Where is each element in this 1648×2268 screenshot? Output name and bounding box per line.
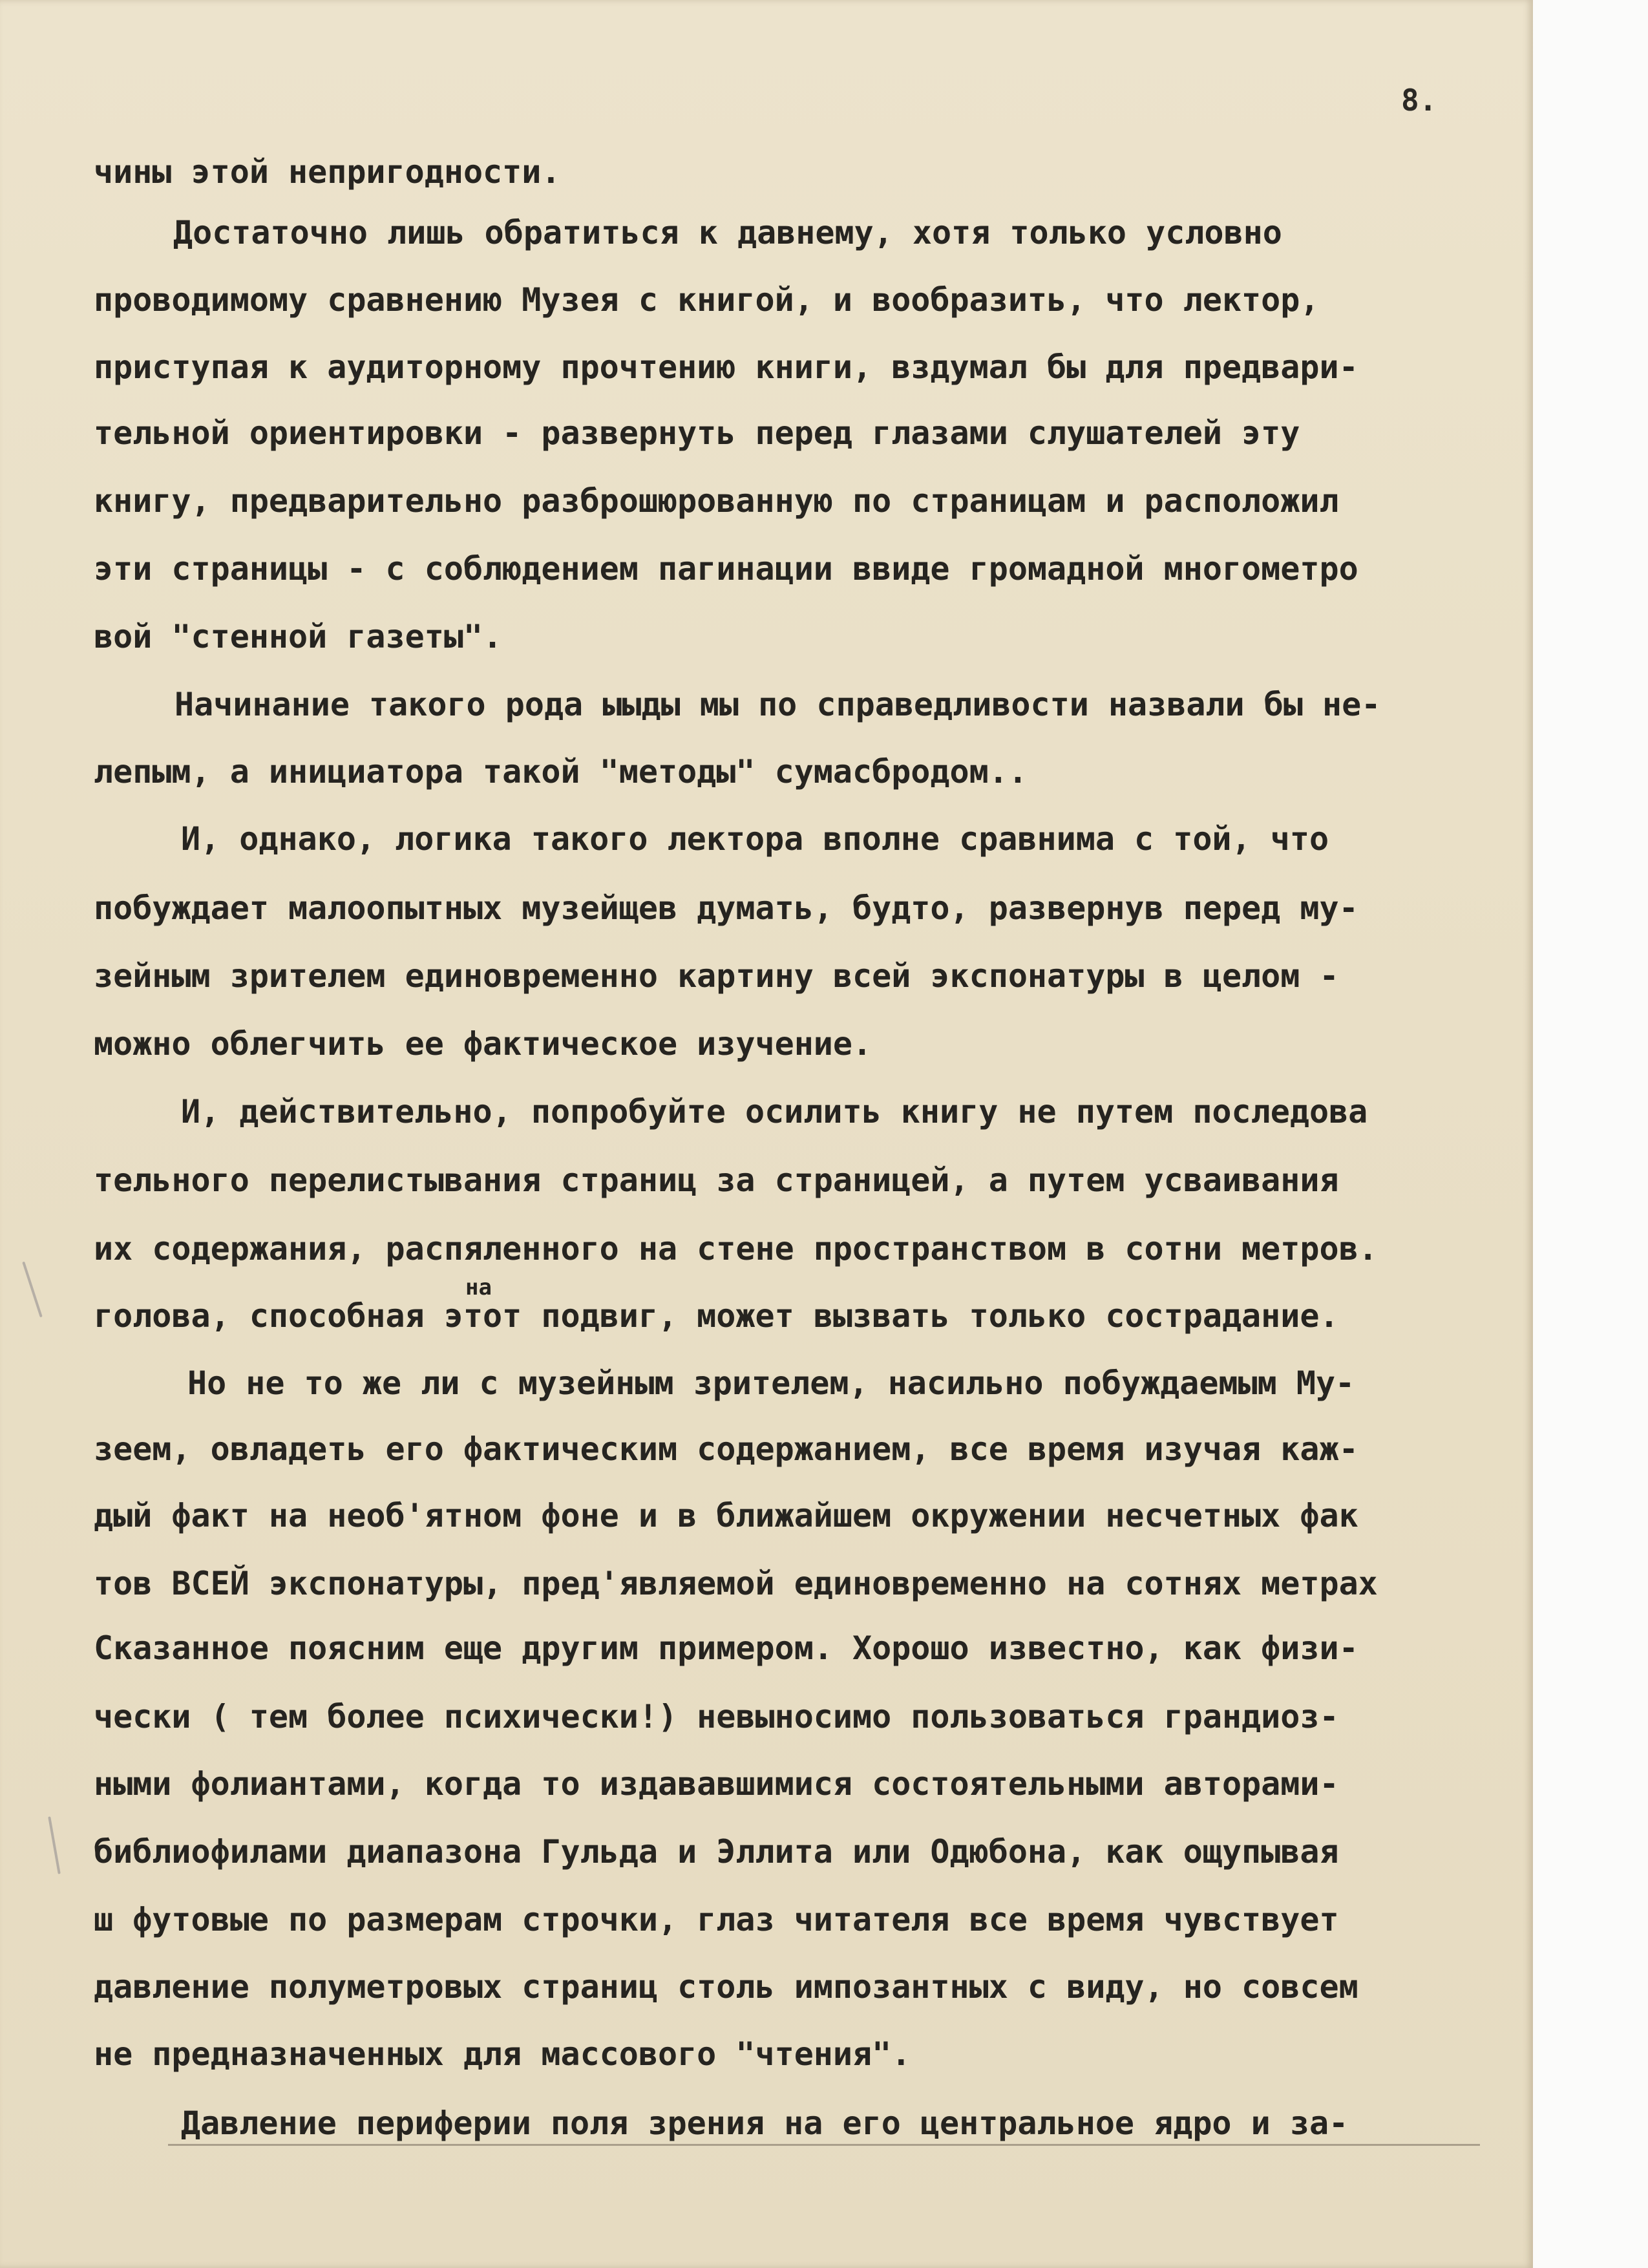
text-line: зейным зрителем единовременно картину всей экспонатуры в целом - bbox=[94, 957, 1339, 995]
text-line: лепым, а инициатора такой "методы" сумасбродом.. bbox=[94, 753, 1028, 790]
text-line: тов ВСЕЙ экспонатуры, пред'являемой единовременно на сотнях метрах bbox=[94, 1565, 1378, 1602]
text-line: тельной ориентировки - развернуть перед глазами слушателей эту bbox=[94, 414, 1300, 452]
typed-insertion: на bbox=[465, 1275, 492, 1300]
text-line: приступая к аудиторному прочтению книги, вздумал бы для предвари- bbox=[94, 348, 1358, 386]
text-line: голова, способная этот подвиг, может вызвать только сострадание. bbox=[94, 1297, 1339, 1335]
text-line: не предназначенных для массового "чтения". bbox=[94, 2035, 911, 2073]
text-line: И, действительно, попробуйте осилить книгу не путем последова bbox=[181, 1093, 1368, 1130]
underline-rule bbox=[168, 2144, 1480, 2146]
text-line: вой "стенной газеты". bbox=[94, 618, 503, 655]
text-line: Достаточно лишь обратиться к давнему, хотя только условно bbox=[173, 214, 1282, 251]
pencil-margin-mark bbox=[48, 1816, 61, 1874]
text-line: ш футовые по размерам строчки, глаз читателя все время чувствует bbox=[94, 1901, 1339, 1938]
text-line: их содержания, распяленного на стене пространством в сотни метров. bbox=[94, 1230, 1378, 1267]
text-line: библиофилами диапазона Гульда и Эллита или Одюбона, как ощупывая bbox=[94, 1833, 1339, 1871]
text-line: можно облегчить ее фактическое изучение. bbox=[94, 1025, 872, 1063]
text-line: эти страницы - с соблюдением пагинации ввиде громадной многометро bbox=[94, 550, 1358, 588]
pencil-margin-mark bbox=[22, 1262, 43, 1318]
page-number: 8. bbox=[1401, 83, 1437, 118]
text-line: И, однако, логика такого лектора вполне сравнима с той, что bbox=[181, 820, 1329, 858]
text-line: ными фолиантами, когда то издававшимися состоятельными авторами- bbox=[94, 1765, 1339, 1803]
text-line: Давление периферии поля зрения на его центральное ядро и за- bbox=[181, 2104, 1349, 2142]
scan-background bbox=[1533, 0, 1648, 2268]
text-line: тельного перелистывания страниц за страницей, а путем усваивания bbox=[94, 1161, 1339, 1199]
text-line: чины этой непригодности. bbox=[94, 153, 561, 191]
text-line: Сказанное поясним еще другим примером. Хорошо известно, как физи- bbox=[94, 1629, 1358, 1667]
text-line: чески ( тем более психически!) невыносимо пользоваться грандиоз- bbox=[94, 1698, 1339, 1735]
text-line: дый факт на необ'ятном фоне и в ближайшем окружении несчетных фак bbox=[94, 1497, 1358, 1534]
text-line: зеем, овладеть его фактическим содержанием, все время изучая каж- bbox=[94, 1430, 1358, 1468]
text-line: книгу, предварительно разброшюрованную по страницам и расположил bbox=[94, 482, 1339, 520]
text-line: давление полуметровых страниц столь импозантных с виду, но совсем bbox=[94, 1968, 1358, 2006]
text-line: побуждает малоопытных музейщев думать, будто, развернув перед му- bbox=[94, 889, 1358, 927]
text-line: Но не то же ли с музейным зрителем, насильно побуждаемым Му- bbox=[187, 1364, 1355, 1402]
text-line: Начинание такого рода ыыды мы по справедливости назвали бы не- bbox=[174, 686, 1381, 723]
text-line: проводимому сравнению Музея с книгой, и вообразить, что лектор, bbox=[94, 281, 1320, 319]
